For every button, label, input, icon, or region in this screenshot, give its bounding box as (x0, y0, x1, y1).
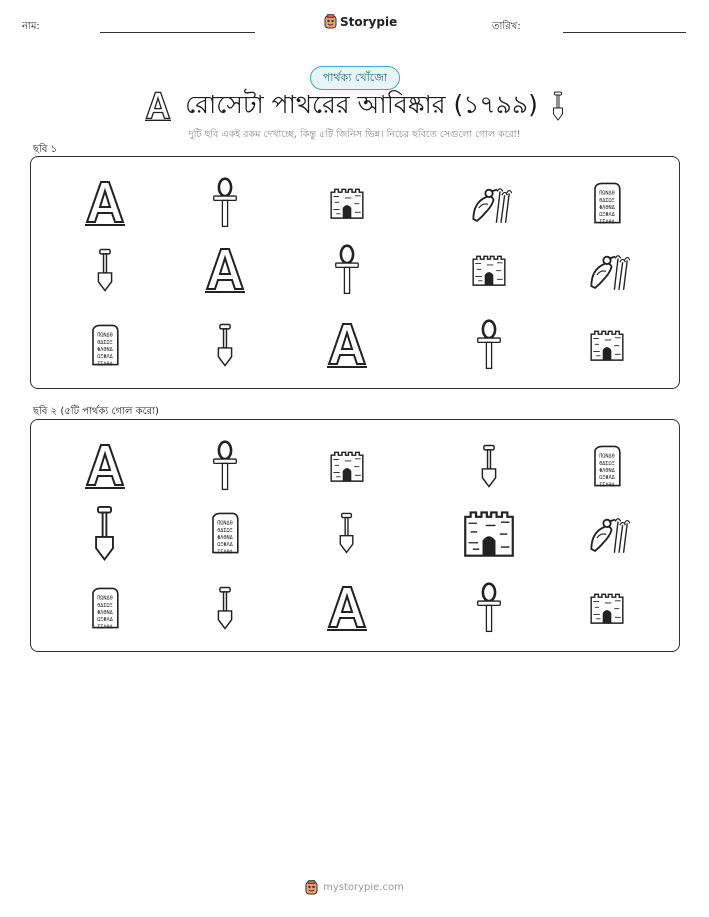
shovel-icon[interactable] (338, 512, 355, 554)
svg-text:ΦΛΘΝΔ: ΦΛΘΝΔ (97, 347, 113, 353)
castle-icon[interactable] (589, 327, 625, 363)
svg-text:ΠΩΝΔΘ: ΠΩΝΔΘ (599, 190, 615, 197)
name-line[interactable] (100, 32, 255, 33)
footer (0, 880, 709, 895)
ankh-icon[interactable] (476, 319, 502, 371)
svg-text:ΩΞΦΛΔ: ΩΞΦΛΔ (599, 212, 615, 219)
footer-url: mystorypie.com (323, 882, 404, 893)
svg-text:ΙΣΛΘΔ: ΙΣΛΘΔ (599, 219, 615, 225)
svg-text:ΩΞΦΛΔ: ΩΞΦΛΔ (599, 475, 615, 482)
date-line[interactable] (563, 32, 686, 33)
ibis-bird-icon[interactable] (466, 182, 512, 224)
castle-icon[interactable] (329, 185, 365, 221)
letter-a-icon[interactable] (325, 320, 369, 370)
ibis-bird-icon[interactable] (584, 249, 630, 291)
letter-a-icon[interactable] (83, 441, 127, 491)
svg-text:ΘΔΣΩΞ: ΘΔΣΩΞ (97, 602, 113, 609)
svg-text:ΘΔΣΩΞ: ΘΔΣΩΞ (599, 197, 615, 204)
title-row (0, 86, 709, 126)
date-label: তারিখ: (492, 21, 521, 32)
castle-icon[interactable] (589, 590, 625, 626)
shovel-icon (552, 91, 564, 121)
castle-icon[interactable] (329, 448, 365, 484)
svg-text:ΦΛΘΝΔ: ΦΛΘΝΔ (599, 205, 615, 211)
shovel-icon[interactable] (93, 505, 116, 561)
svg-text:ΘΔΣΩΞ: ΘΔΣΩΞ (599, 460, 615, 467)
storypie-logo-icon (324, 14, 337, 29)
castle-icon[interactable] (471, 252, 507, 288)
brand-name: Storypie (340, 14, 398, 29)
rosetta-stone-icon[interactable] (89, 586, 121, 630)
svg-text:ΘΔΣΩΞ: ΘΔΣΩΞ (97, 339, 113, 346)
svg-text:ΩΞΦΛΔ: ΩΞΦΛΔ (217, 542, 233, 549)
svg-text:ΠΩΝΔΘ: ΠΩΝΔΘ (599, 453, 615, 460)
svg-text:ΦΛΘΝΔ: ΦΛΘΝΔ (599, 468, 615, 474)
shovel-icon[interactable] (216, 323, 234, 367)
name-label: নাম: (22, 21, 40, 32)
shovel-icon[interactable] (96, 248, 114, 292)
activity-badge: পার্থক্য খোঁজো (310, 66, 400, 90)
shovel-icon[interactable] (480, 444, 498, 488)
svg-text:ΘΔΣΩΞ: ΘΔΣΩΞ (217, 527, 233, 534)
ibis-bird-icon[interactable] (584, 512, 630, 554)
svg-text:ΙΣΛΘΔ: ΙΣΛΘΔ (97, 361, 113, 367)
svg-text:ΩΞΦΛΔ: ΩΞΦΛΔ (97, 354, 113, 361)
instructions: দুটি ছবি একই রকম দেখাচ্ছে, কিন্তু ৫টি জিনিস ভিন্ন। নিচের ছবিতে সেগুলো গোল করো! (188, 129, 521, 140)
svg-text:ΠΩΝΔΘ: ΠΩΝΔΘ (97, 332, 113, 339)
letter-a-icon[interactable] (203, 245, 247, 295)
panel-1-label: ছবি ১ (33, 144, 58, 155)
ankh-icon[interactable] (334, 244, 360, 296)
ankh-icon[interactable] (476, 582, 502, 634)
picture-panel-1 (30, 156, 680, 389)
svg-text:ΠΩΝΔΘ: ΠΩΝΔΘ (217, 520, 233, 527)
svg-text:ΩΞΦΛΔ: ΩΞΦΛΔ (97, 617, 113, 624)
castle-icon[interactable] (462, 506, 516, 560)
letter-a-icon[interactable] (325, 583, 369, 633)
page-title: রোসেটা পাথরের আবিষ্কার (১৭৯৯) (185, 89, 538, 119)
ankh-icon[interactable] (212, 440, 238, 492)
storypie-logo-icon (305, 880, 318, 895)
svg-text:ΦΛΘΝΔ: ΦΛΘΝΔ (97, 610, 113, 616)
shovel-icon[interactable] (216, 586, 234, 630)
rosetta-stone-icon[interactable] (89, 323, 121, 367)
svg-text:ΙΣΛΘΔ: ΙΣΛΘΔ (217, 549, 233, 555)
svg-text:ΙΣΛΘΔ: ΙΣΛΘΔ (97, 624, 113, 630)
letter-a-icon[interactable] (83, 178, 127, 228)
brand (324, 14, 397, 29)
picture-panel-2 (30, 419, 680, 652)
rosetta-stone-icon[interactable] (209, 511, 241, 555)
letter-a-icon (145, 89, 171, 123)
svg-text:ΦΛΘΝΔ: ΦΛΘΝΔ (217, 535, 233, 541)
svg-text:ΠΩΝΔΘ: ΠΩΝΔΘ (97, 595, 113, 602)
rosetta-stone-icon[interactable] (591, 181, 623, 225)
rosetta-stone-icon[interactable] (591, 444, 623, 488)
ankh-icon[interactable] (212, 177, 238, 229)
panel-2-label: ছবি ২ (৫টি পার্থক্য গোল করো) (33, 406, 159, 417)
svg-text:ΙΣΛΘΔ: ΙΣΛΘΔ (599, 482, 615, 488)
